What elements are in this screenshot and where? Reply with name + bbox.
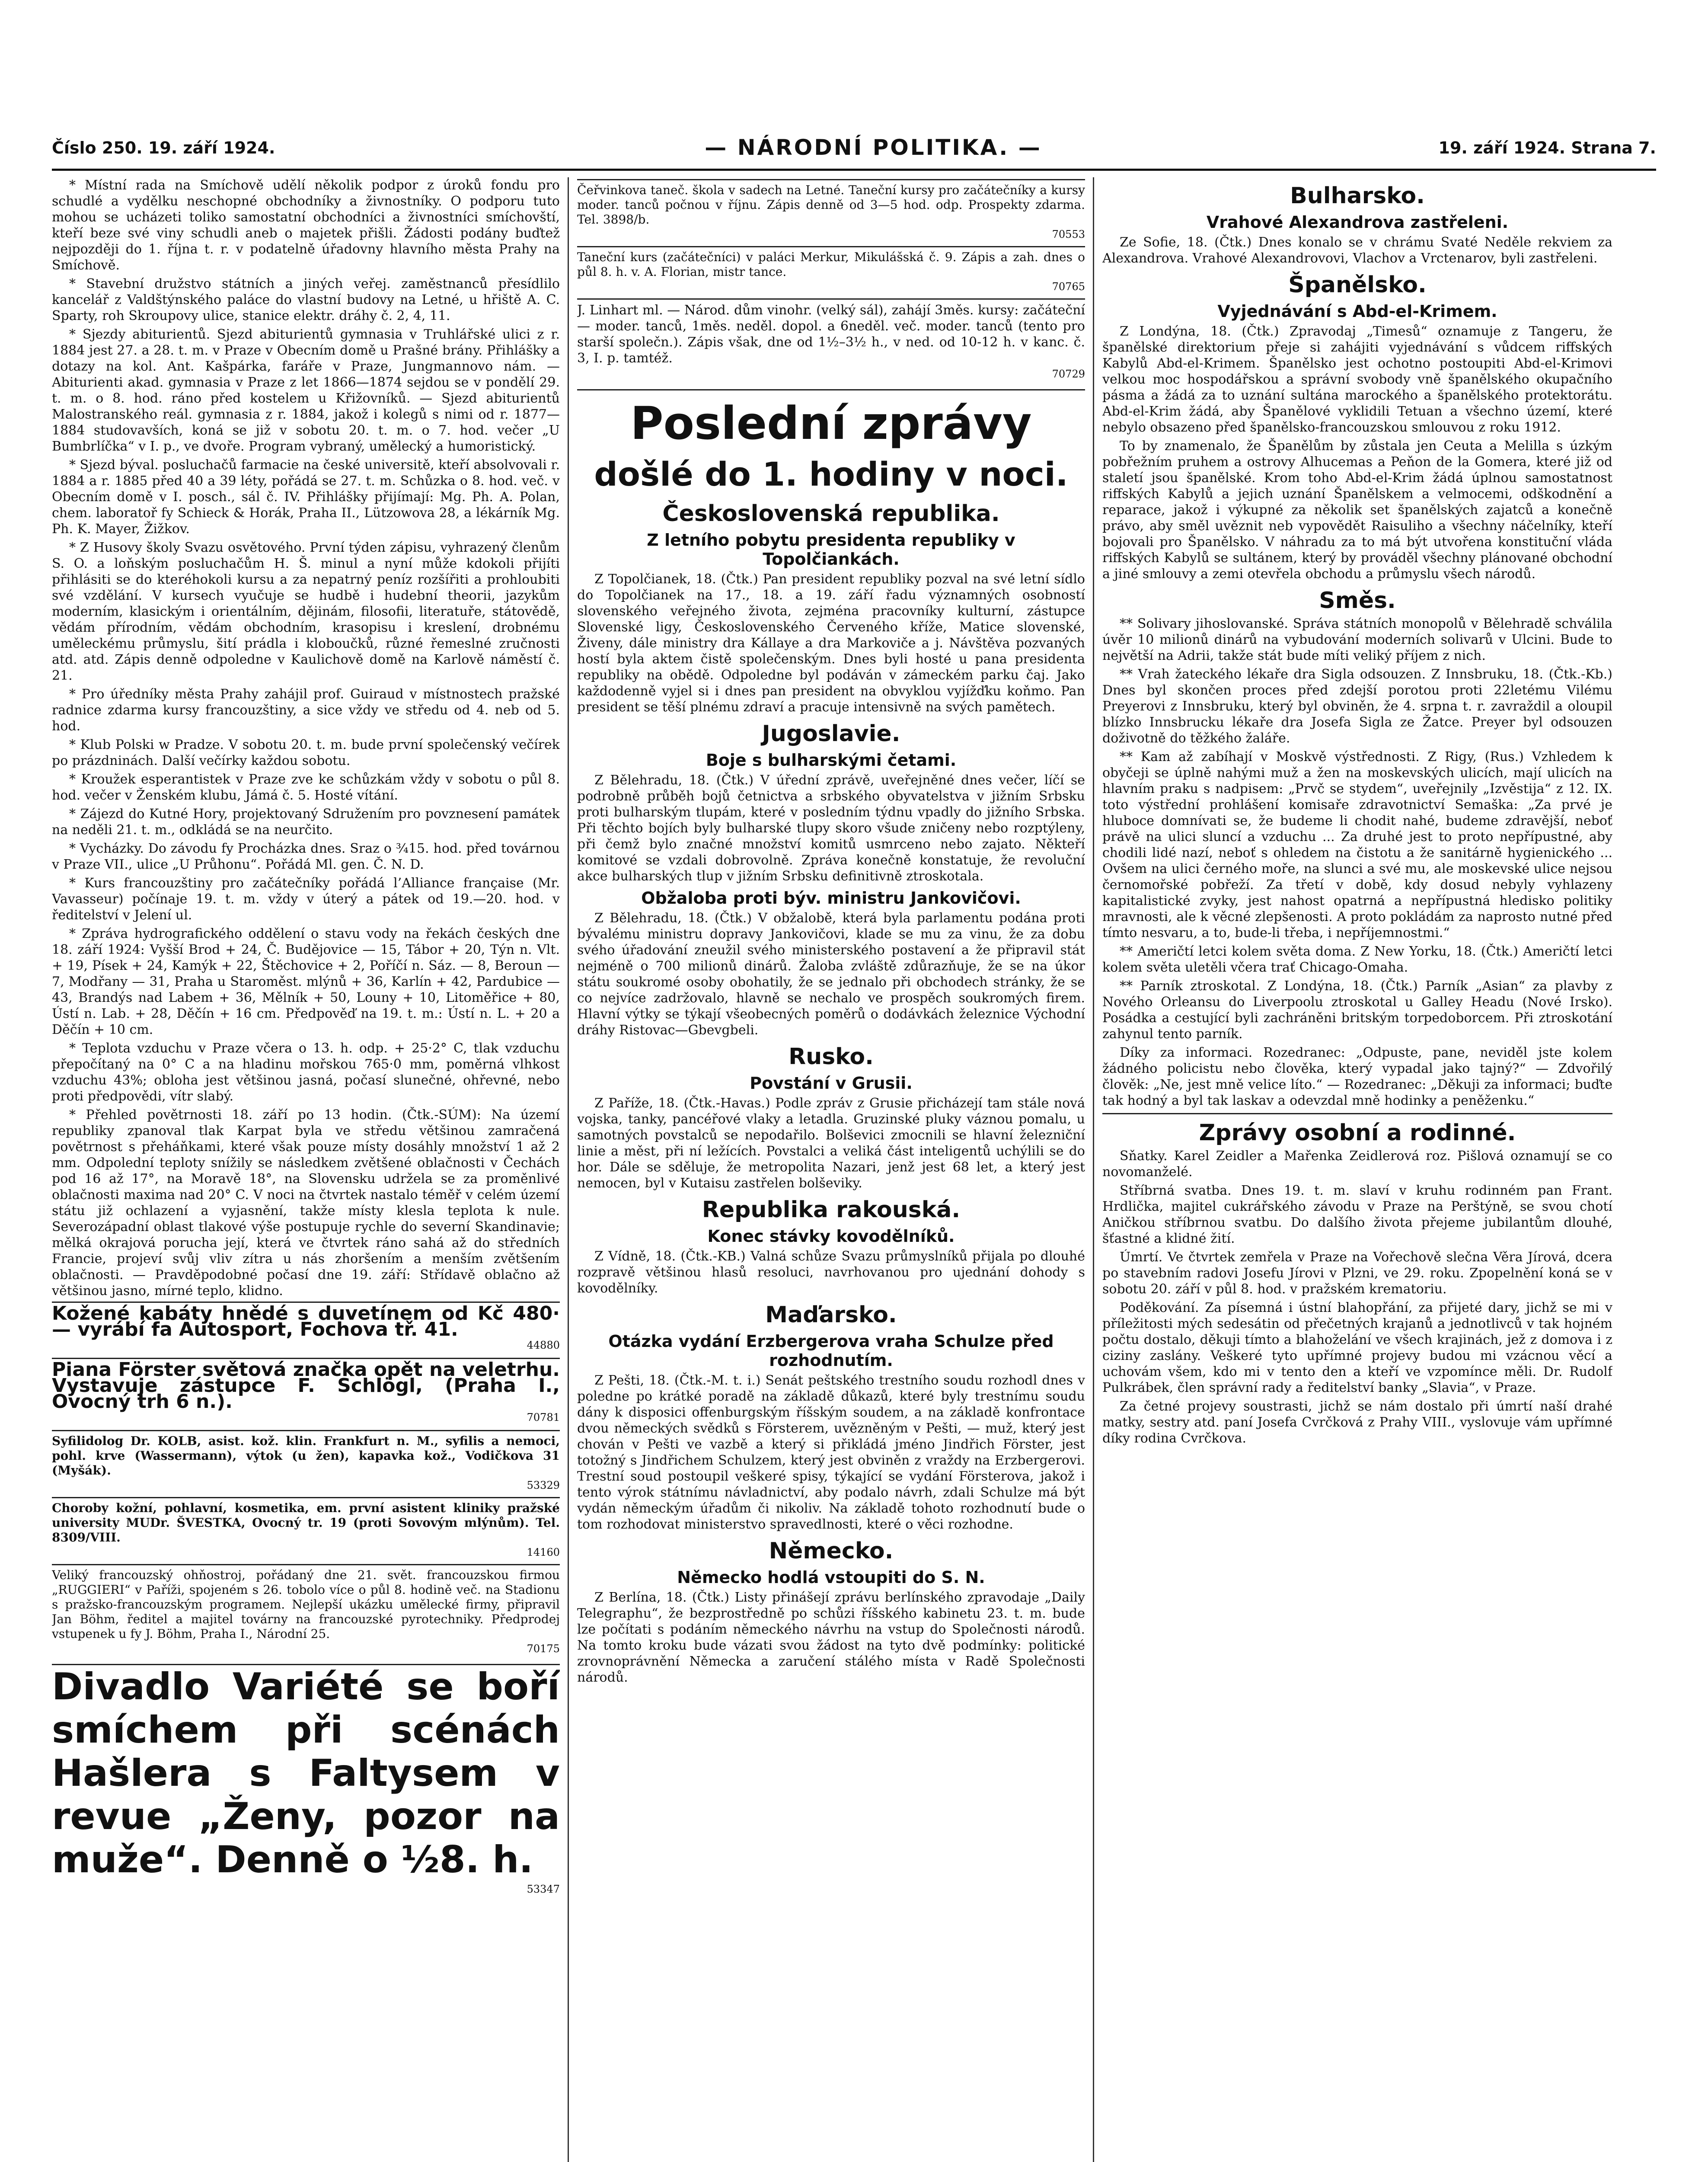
article-heading: Konec stávky kovodělníků. — [707, 1227, 955, 1246]
divider — [1102, 1113, 1612, 1114]
article-body: Z Topolčianek, 18. (Čtk.) Pan president republiky pozval na své letní sídlo do Topolčianek na 17., 18. a 19. září řadu významných osobností slovenského veřejného života, zejména pracovníky kulturní, zástupce Slovenské ligy, Československého Červeného kříže, Matice slovenské, Živeny, dále ministry dra Kállaye a dra Markoviče a j. Návštěva pozvaných hostí byla aktem čistě společenským. Dnes byli hosté u pana presidenta republiky na obědě. Odpoledne byl podáván v zámeckém parku čaj. Jako každodenně vyjel si i dnes pan president na obvyklou vyjížďku koňmo. Pan president se těší plnému zdraví a pracuje intensivně na svých pamětech. — [577, 572, 1085, 715]
column-1 — [52, 177, 560, 2162]
article-heading: Boje s bulharskými četami. — [706, 751, 957, 770]
column-2 — [577, 177, 1085, 2162]
personal-notice: Za četné projevy soustrasti, jichž se nám dostalo při úmrtí naší drahé matky, sestry atd. paní Josefa Cvrčková z Prahy VIII., vyslovuje vám upřímné díky rodina Cvrčkova. — [1102, 1399, 1612, 1446]
advertisement — [577, 246, 1085, 297]
section-heading: Zprávy osobní a rodinné. — [1199, 1120, 1516, 1146]
news-item: * Sjezd býval. posluchačů farmacie na české universitě, kteří absolvovali r. 1884 a r. 1885 před 40 a 39 léty, pořádá se 27. t. m. Schůzka o 8. hod. več. v Obecním domě v I. posch., sál č. IV. Přihlášky přijímají: Mg. Ph. A. Polan, chem. laboratoř fy Schieck & Horák, Praha II., Lützowova 28, a lékárník Mg. Ph. K. Mayer, Žižkov. — [52, 457, 560, 537]
article-heading: Povstání v Grusii. — [750, 1074, 913, 1093]
news-item: ** Američtí letci kolem světa doma. Z New Yorku, 18. (Čtk.) Američtí letci kolem světa uletěli včera trať Chicago-Omaha. — [1102, 944, 1612, 975]
news-item: * Teplota vzduchu v Praze včera o 13. h. odp. + 25·2° C, tlak vzduchu přepočítaný na 0° C a na hladinu mořskou 765·0 mm, poměrná vlhkost vzduchu 43%; obloha jest většinou jasná, počasí slunečné, ohřevné, nebo proti předpovědi, vítr slabý. — [52, 1041, 560, 1104]
article-body: Z Londýna, 18. (Čtk.) Zpravodaj „Timesů“ oznamuje z Tangeru, že španělské direktorium přeje si zahájiti vyjednávání s vůdcem riffských Kabylů Abd-el-Krimem. Španělsko jest ochotno postoupiti Abd-el-Krimovi velkou moc hospodářskou a správní svobody vně španělského okupačního pásma a žádá za to uznání sultána marockého a španělského protektorátu. Abd-el-Krim žádá, aby Španělové vyklidili Tetuan a všechno území, které nebylo obsazeno před španělsko-francouzskou smlouvou z roku 1912. — [1102, 324, 1612, 435]
personal-notice: Sňatky. Karel Zeidler a Mařenka Zeidlerová roz. Pišlová oznamují se co novomanželé. — [1102, 1148, 1612, 1180]
ad-text: Piana Förster světová značka opět na veletrhu. Vystavuje zástupce F. Schlögl, (Praha I., Ovocný trh 6 n.). — [52, 1359, 560, 1413]
news-item: * Kroužek esperantistek v Praze zve ke schůzkám vždy v sobotu o půl 8. hod. večer v Ženském klubu, Jámá č. 5. Hosté vítání. — [52, 772, 560, 803]
section-heading: Německo. — [769, 1538, 894, 1564]
article-heading: Z letního pobytu presidenta republiky v Topolčiankách. — [647, 531, 1015, 569]
news-item: Díky za informaci. Rozedranec: „Odpuste, pane, neviděl jste kolem žádného policistu nebo člověka, který vypadal jako tajný?“ — Zdvořilý člověk: „Ne, jest mně velice líto.“ — Rozedranec: „Děkuji za informaci; buďte tak hodný a byl tak laskav a odevzdal mně hodinky a peněženku.“ — [1102, 1045, 1612, 1108]
news-item: * Zpráva hydrografického oddělení o stavu vody na řekách českých dne 18. září 1924: Vyšší Brod + 24, Č. Budějovice — 15, Tábor + 20, Týn n. Vlt. + 19, Písek + 24, Kamýk + 22, Štěchovice + 2, Poříčí n. Sáz. — 8, Beroun — 7, Modřany — 31, Praha u Staroměst. mlýnů + 36, Karlín + 42, Pardubice — 43, Brandýs nad Labem + 36, Mělník + 50, Louny + 10, Litoměřice + 80, Ústí n. Lab. + 28, Děčín + 16 cm. Předpověď na 19. t. m.: Ústí n. L. + 20 a Děčín + 10 cm. — [52, 926, 560, 1037]
section-heading: Republika rakouská. — [702, 1197, 961, 1223]
masthead — [52, 130, 1656, 171]
personal-notice: Poděkování. Za písemná i ústní blahopřání, za přijeté dary, jichž se mi v příležitosti mých sedesátin od přečetných krajanů a jednotlivců v tak hojném počtu dostalo, děkuji tímto a blahoželání ve všech krajinách, jež z domova i z ciziny zaslány. Veškeré tyto upřímné projevy budou mi vzácnou věcí a uchovám všem, kdo mi v tento den a kteří ve vzpomínce měli. Dr. Rudolf Pulkrábek, člen správní rady a ředitelství banky „Slavia“, v Praze. — [1102, 1300, 1612, 1395]
article-heading: Německo hodlá vstoupiti do S. N. — [677, 1568, 985, 1587]
news-item: * Přehled povětrnosti 18. září po 13 hodin. (Čtk.-SÚM): Na území republiky zpanoval tlak Karpat byla ve středu většinou zamračená povětrnost s přeháňkami, které však pouze místy dosáhly množství 1 až 2 mm. Odpolední teploty snížily se následkem zvětšené oblačnosti v Čechách pod 16 až 17°, na Moravě 18°, na Slovensku udržela se za proměnlivé oblačnosti maxima nad 20° C. V noci na čtvrtek nastalo téměř v celém území státu již ochlazení a vyjasnění, takže místy klesla teplota k nule. Severozápadní oblast tlakové výše postupuje rychle do severní Skandinavie; mělká okrajová porucha její, která ve čtvrtek ráno sahá až do středních Francie, projeví svůj vliv zítra u nás zhoršením a menším zvětšením oblačnosti. — Pravděpodobné počasí dne 19. září: Střídavě oblačno až většinou jasno, mírné teplo, klidno. — [52, 1107, 560, 1298]
issue-number: Číslo 250. 19. září 1924. — [52, 138, 275, 157]
ad-code: 70553 — [1052, 228, 1085, 240]
article-body: Z Paříže, 18. (Čtk.-Havas.) Podle zpráv z Grusie přicházejí tam stále nová vojska, tanky, pancéřové vlaky a letadla. Gruzinské pluky váznou pomalu, u samotných povstalců se nepodařilo. Bolševici zmocnili se hlavní železniční linie a měst, při ní ležících. Povstalci a veliká část inteligentů uchýlili se do hor. Dále se sděluje, že metropolita Nazari, jenž jest 68 let, a který jest nemocen, byl v Kutaisu zastřelen bolševiky. — [577, 1096, 1085, 1191]
article-body: Z Bělehradu, 18. (Čtk.) V obžalobě, která byla parlamentu podána proti bývalému ministru dopravy Jankovičovi, klade se mu za vinu, že za dobu svého úřadování zneužil svého ministerského postavení a že připravil stát nejméně o 700 milionů dinárů. Žaloba zvláště zdůrazňuje, že se na úkor státu soukromé osoby obohatily, že se jednalo při obchodech stránky, že se co nejvíce zadržovalo, hlavně se nechalo ve prospěch soukromých firem. Hlavní výtky se týkají všeobecných poměrů o dodávkách železnice Východní dráhy Ristovac—Gbevgbeli. — [577, 911, 1085, 1038]
article-body: Z Vídně, 18. (Čtk.-KB.) Valná schůze Svazu průmyslníků přijala po dlouhé rozpravě většinou hlasů resoluci, navrhovanou pro ujednání dohody s kovodělníky. — [577, 1249, 1085, 1296]
article-body: Z Pešti, 18. (Čtk.-M. t. i.) Senát peštského trestního soudu rozhodl dnes v poledne po krátké poradě na základě důkazů, které byly trestnímu soudu dány k disposici offenburgským říšským soudem, a na základě konfrontace dvou německých svědků s Försterem, uvězněným v Pešti, — muž, který jest chován v Pešti ve vazbě a který si přikládá jméno Jindřich Förster, jest totožný s Jindřichem Schulzem, který jest obviněn z vraždy na Erzbergerovi. Trestní soud postoupil veškeré spisy, týkající se vydání Försterova, jakož i tento výrok státnímu návladnictví, aby podalo návrh, zdali Schulze má být vydán německým úřadům či nikoliv. Na základě tohoto rozhodnutí bude o tom rozhodovat ministerstvo spravedlnosti, které o věci rozhodne. — [577, 1373, 1085, 1532]
divider — [577, 389, 1085, 390]
advertisement — [577, 298, 1085, 385]
news-item: * Klub Polski w Pradze. V sobotu 20. t. m. bude první společenský večírek po prázdninách. Další večírky každou sobotu. — [52, 737, 560, 768]
main-subheadline: došlé do 1. hodiny v noci. — [594, 455, 1068, 493]
news-item: ** Kam až zabíhají v Moskvě výstřednosti. Z Rigy, (Rus.) Vzhledem k obyčeji se úplně nahými muž a žen na moskevských ulicích, mají ulicích na hlavním praku s nadpisem: „Prvč se stydem“, uveřejnily „Izvěstija“ z 12. IX. toto výstřední prohlášení komisaře zdravotnictví Semaška: „Za prvé je hlubocе domnívati se, že budeme li chodit nahé, budeme zdravější, neboť právě na ulici sluncí a vzduchu ... Za druhé jest to proto nepřípustné, aby chodili lidé nazí, neboť s ohledem na čistotu a že sanitárně hygienického ... Ovšem na ulici černého moře, na slunci a své mu, ale moskevské ulice nejsou černomořské pobřeží. Za třetí v době, kdy dosud nebyly vyhlazeny kapitalistické zvyky, jest nahost opatrná a nepřípustná hledisko politiky mravnosti, ale k věcné zlepšenosti. A proto pokládám za naprosto nutné před tímto nesvaru, a to, bude-li třeba, i nepříjemnostmi.“ — [1102, 749, 1612, 940]
news-item: * Sjezdy abiturientů. Sjezd abiturientů gymnasia v Truhlářské ulici z r. 1884 jest 27. a 28. t. m. v Praze v Obecním domě u Prašné brány. Přihlášky a dotazy na kol. Ant. Kašpárka, faráře v Praze, Jungmannovo nám. — Abiturienti akad. gymnasia v Praze z let 1866—1874 sejdou se v pondělí 29. t. m. o 8. hod. ráno před kostelem u Křižovníků. — Sjezd abiturientů Malostranského reál. gymnasia z r. 1884, jakož i kolegů s nimi od r. 1877—1884 studovavších, koná se již v sobotu 20. t. m. o 7. hod. večer „U Bumbrlíčka“ v I. p., ve dvoře. Program vybraný, umělecký a humoristický. — [52, 327, 560, 454]
article-heading: Obžaloba proti býv. ministru Jankovičovi. — [641, 889, 1021, 908]
news-item: ** Vrah žateckého lékaře dra Sigla odsouzen. Z Innsbruku, 18. (Čtk.-Kb.) Dnes byl skončen proces před zdejší porotou proti 22letému Vilému Preyerovi z Innsbruku, který byl obviněn, že 4. srpna t. r. zavraždil a oloupil blízko Innsbrucku lékaře dra Josefa Sigla ze Žatce. Preyer byl odsouzen doživotně do těžkého žaláře. — [1102, 667, 1612, 746]
advertisement — [52, 1358, 560, 1428]
ad-text: Syfilidolog Dr. KOLB, asist. kož. klin. Frankfurt n. M., syfilis a nemoci, pohl. krve (Wassermann), výtok (u žen), kapavka kož., Vodičkova 31 (Myšák). — [52, 1434, 560, 1478]
news-item: * Stavební družstvo státních a jiných veřej. zaměstnanců přesídlilo kancelář z Valdštýnského paláce do vlastní budovy na Letné, u hřiště A. C. Sparty, roh Skroupovy ulice, stanice elektr. dráhy č. 2, 4, 11. — [52, 276, 560, 323]
section-heading: Rusko. — [789, 1044, 874, 1070]
advertisement — [52, 1302, 560, 1356]
advertisement — [52, 1497, 560, 1562]
ad-code: 70175 — [527, 1643, 560, 1655]
section-heading: Jugoslavie. — [762, 721, 900, 747]
ad-text: Taneční kurs (začátečníci) v paláci Merkur, Mikulášská č. 9. Zápis a zah. dnes o půl 8. h. v. A. Florian, mistr tance. — [577, 250, 1085, 279]
section-heading: Bulharsko. — [1290, 183, 1425, 209]
personal-notice: Úmrtí. Ve čtvrtek zemřela v Praze na Vořechově slečna Věra Jírová, dcera po stavebním radovi Josefu Jírovi v Plzni, ve 29. roku. Zpopelnění koná se v sobotu 20. září v půl 8. hod. v pražském krematoriu. — [1102, 1250, 1612, 1297]
ad-code: 53329 — [527, 1479, 560, 1491]
personal-notice: Stříbrná svatba. Dnes 19. t. m. slaví v kruhu rodinném pan Frant. Hrdlička, majitel cukrářského závodu v Praze na Perštýně, se svou chotí Aničkou stříbrnou svatbu. Do dalšího života přejeme jubilantům dlouhé, šťastné a klidné žití. — [1102, 1183, 1612, 1246]
ad-text: Veliký francouzský ohňostroj, pořádaný dne 21. svět. francouzskou firmou „RUGGIERI“ v Paříži, spojeném s 26. tobolo více o půl 8. hodině več. na Stadionu s pražsko-francouzským programem. Nejlepší ukázku umělecké firmy, připravil Jan Böhm, ředitel a majitel továrny na francouzské pyrotechniky. Předprodej vstupenek u fy J. Böhm, Praha I., Národní 25. — [52, 1568, 560, 1641]
article-heading: Otázka vydání Erzbergerova vraha Schulze před rozhodnutím. — [608, 1332, 1054, 1370]
news-item: ** Parník ztroskotal. Z Londýna, 18. (Čtk.) Parník „Asian“ za plavby z Nového Orleansu do Liverpoolu ztroskotal u Galley Headu (Nové Irsko). Posádka a cestující byli zachráněni britským torpedoborcem. Při ztroskotání zahynul tento parník. — [1102, 979, 1612, 1042]
article-body: To by znamenalo, že Španělům by zůstala jen Ceuta a Melilla s úzkým pobřežním pruhem a ostrovy Alhucemas a Peňon de la Gomera, které již od staletí jsou španělské. Krom toho Abd-el-Krim žádá úplnou samostatnost riffských Kabylů a jejich uznání Španělskem a velmocemi, odškodnění a reparace, jakož i výkupné za několik set španělských zajatců a konečně právo, aby směl uvěznit neb vypovědět Raisuliho a všechny náčelníky, kteří bojovali pro Španělsko. V náhradu za to má být utvořena konstituční vláda riffských Kabylů se sultánem, který by prováděl všechny plánované obchodní a jiné smlouvy a zemi otevřela obchodu a průmyslu všech národů. — [1102, 438, 1612, 582]
ad-code: 44880 — [527, 1339, 560, 1351]
advertisement — [577, 179, 1085, 244]
article-heading: Vrahové Alexandrova zastřeleni. — [1206, 213, 1509, 232]
column-rule — [1093, 177, 1094, 2162]
section-heading: Španělsko. — [1288, 272, 1427, 298]
ad-text: Kožené kabáty hnědé s duvetínem od Kč 480·— vyrábí fa Autosport, Fochova tř. 41. — [52, 1302, 560, 1340]
ad-code: 70765 — [1052, 281, 1085, 293]
main-headline: Poslední zprávy — [630, 397, 1032, 450]
news-item: * Vycházky. Do závodu fy Procházka dnes. Sraz o ¾15. hod. před továrnou v Praze VII., ulice „U Průhonu“. Pořádá Ml. gen. Č. N. D. — [52, 841, 560, 872]
newspaper-title: — NÁRODNÍ POLITIKA. — — [705, 135, 1042, 160]
news-item: * Kurs francouzštiny pro začátečníky pořádá l’Alliance française (Mr. Vavasseur) počínaje 19. t. m. vždy v úterý a pátek od 19.—20. hod. v ředitelství v Jelení ul. — [52, 876, 560, 923]
ad-code: 70729 — [1052, 368, 1085, 380]
ad-code: 70781 — [527, 1411, 560, 1423]
news-item: * Místní rada na Smíchově udělí několik podpor z úroků fondu pro schudlé a vydělku neschopné obchodníky a živnostníky. O podporu tuto mohou se ucházeti toliko samostatní obchodníci a živnostníci smíchovští, kteří beze své viny schudli aneb o majetek přišli. Žádosti podány buďtež nejpozději do 1. října t. r. v podatelně úřadovny hlavního města Prahy na Smíchově. — [52, 178, 560, 273]
ad-text: Čeřvinkova taneč. škola v sadech na Letné. Taneční kursy pro začátečníky a kursy moder. tanců počnou v říjnu. Zápis denně od 3—5 hod. odp. Prospekty zdarma. Tel. 3898/b. — [577, 183, 1085, 227]
date-page: 19. září 1924. Strana 7. — [1438, 138, 1656, 157]
ad-code: 14160 — [527, 1546, 560, 1558]
news-item: ** Solivary jihoslovanské. Správa státních monopolů v Bělehradě schválila úvěr 10 milionů dinárů na vybudování moderních solivarů v Ulcini. Bude to největší na Adrii, takže stát bude míti veliký příjem z nich. — [1102, 616, 1612, 663]
article-body: Ze Sofie, 18. (Čtk.) Dnes konalo se v chrámu Svaté Neděle rekviem za Alexandrova. Vrahové Alexandrovovi, Vlachov a Vrctenarov, byli zastřeleni. — [1102, 235, 1612, 266]
advertisement — [52, 1564, 560, 1659]
section-heading: Směs. — [1319, 588, 1396, 614]
news-item: * Pro úředníky města Prahy zahájil prof. Guiraud v místnostech pražské radnice zdarma kursy francouzštiny, a sice vždy ve středu od 4. neb od 5. hod. — [52, 687, 560, 734]
ad-text: Choroby kožní, pohlavní, kosmetika, em. první asistent kliniky pražské university MUDr. ŠVESTKA, Ovocný tr. 19 (proti Sovovým mlýnům). Tel. 8309/VIII. — [52, 1501, 560, 1545]
column-rule — [568, 177, 569, 2162]
ad-text: J. Linhart ml. — Národ. dům vinohr. (velký sál), zahájí 3měs. kursy: začáteční — moder. tanců, 1měs. neděl. dopol. a 6neděl. več. moder. tanců (tento pro starší společn.). Zápis však, dne od 1½–3½ h., v ned. od 10-12 h. v kanc. č. 3, I. p. tamtéž. — [577, 303, 1085, 366]
section-heading: Československá republika. — [662, 501, 1000, 527]
news-item: * Zájezd do Kutné Hory, projektovaný Sdružením pro povznesení památek na neděli 21. t. m., odkládá se na neurčito. — [52, 806, 560, 838]
news-item: * Z Husovy školy Svazu osvětového. První týden zápisu, vyhrazený členům S. O. a loňským posluchačům H. Š. minul a nyní může kdokoli přijíti přihlásiti se do kteréhokoli kursu a za nepatrný peníz rozšířiti a prohloubiti své vzdělání. V kursech vyučuje se hudbě i hudební theorii, jazykům moderním, klasickým i orientálním, dějinám, filosofii, literatuře, státovědě, vědám přírodním, vědám obchodním, krasopisu i kreslení, drobnému uměleckému průmyslu, šití prádla i kloboučků, různé řemeslné zručnosti atd. atd. Zápis denně odpoledne v Kaulichově domě na Karlově náměstí č. 21. — [52, 540, 560, 683]
advertisement — [52, 1430, 560, 1495]
article-body: Z Bělehradu, 18. (Čtk.) V úřední zprávě, uveřejněné dnes večer, líčí se podrobně průběh bojů četnictva a srbského obyvatelstva v jižním Srbsku proti bulharským tlupám, které v posledním týdnu vpadly do jižního Srbska. Při těchto bojích byly bulharské tlupy skoro všude zničeny nebo rozptýleny, při čemž bylo značné množství komitů usmrceno nebo zajato. Někteří komitové se vzdali dobrovolně. Zpráva konečně konstatuje, že revoluční akce bulharských tlup v jižním Srbsku definitivně ztroskotala. — [577, 773, 1085, 884]
article-body: Z Berlína, 18. (Čtk.) Listy přinášejí zprávu berlínského zpravodaje „Daily Telegraphu“, že bezprostředně po schůzi říšského kabinetu 23. t. m. bude lze počítati s podáním německého návrhu na vstup do Společnosti národů. Na tomto kroku bude vázati svou žádost na tyto dvě podmínky: politické zrovnoprávnění Německa a zaručení stálého místa v Radě Společnosti národů. — [577, 1590, 1085, 1685]
section-heading: Maďarsko. — [765, 1302, 897, 1328]
ad-code: 53347 — [527, 1883, 560, 1895]
column-3 — [1102, 177, 1612, 2162]
theatre-advertisement: Divadlo Variété se boří smíchem při scénách Hašlera s Faltysem v revue „Ženy, pozor na muže“. Denně o ½8. h. — [52, 1664, 560, 1881]
article-heading: Vyjednávání s Abd-el-Krimem. — [1217, 302, 1497, 321]
